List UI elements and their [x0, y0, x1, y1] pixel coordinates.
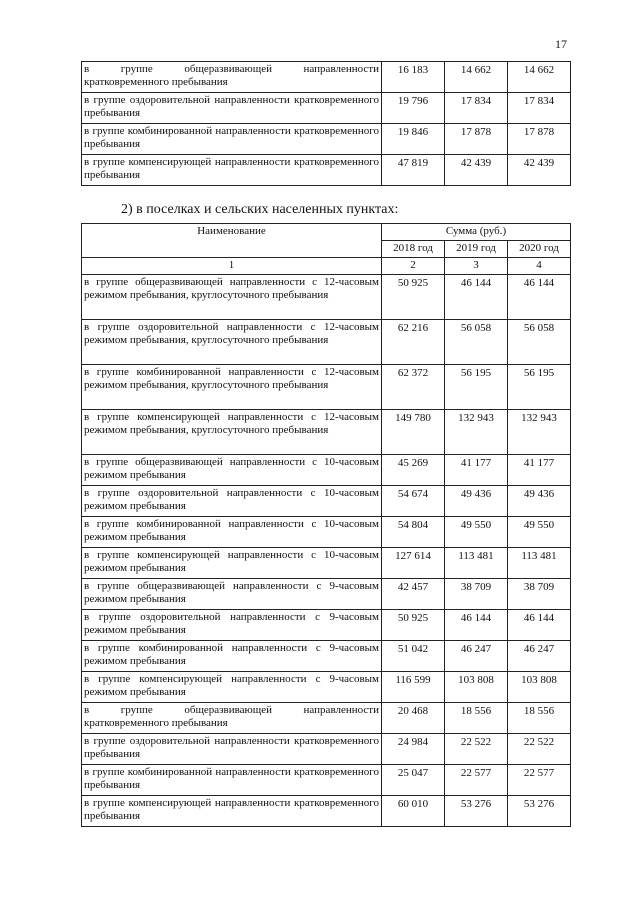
row-value-2018: 116 599	[382, 672, 445, 703]
table-row	[82, 517, 571, 548]
table-row	[82, 93, 571, 124]
header-name: Наименование	[82, 224, 382, 258]
row-value-2018: 50 925	[382, 610, 445, 641]
rates-table-continued	[81, 61, 571, 186]
table-row	[82, 796, 571, 827]
row-value-2018: 45 269	[382, 455, 445, 486]
row-value-2019: 46 144	[445, 610, 508, 641]
table-row	[82, 548, 571, 579]
row-value-2019: 22 522	[445, 734, 508, 765]
row-value-2020: 46 144	[508, 610, 571, 641]
table-row	[82, 641, 571, 672]
row-value-2018: 19 846	[382, 124, 445, 155]
row-name: в группе компенсирующей направленности с 10-часовым режимом пребывания	[82, 548, 382, 579]
header-year-2018: 2018 год	[382, 241, 445, 258]
row-value-2020: 14 662	[508, 62, 571, 93]
row-value-2020: 22 577	[508, 765, 571, 796]
row-value-2020: 49 436	[508, 486, 571, 517]
row-name: в группе общеразвивающей направленности кратковременного пребывания	[82, 62, 382, 93]
row-name: в группе общеразвивающей направленности с 10-часовым режимом пребывания	[82, 455, 382, 486]
table-row	[82, 579, 571, 610]
table-header	[82, 224, 571, 275]
row-name: в группе оздоровительной направленности кратковременного пребывания	[82, 93, 382, 124]
row-value-2019: 103 808	[445, 672, 508, 703]
header-year-2019: 2019 год	[445, 241, 508, 258]
row-value-2019: 46 247	[445, 641, 508, 672]
row-value-2020: 41 177	[508, 455, 571, 486]
row-value-2018: 20 468	[382, 703, 445, 734]
row-value-2019: 38 709	[445, 579, 508, 610]
row-value-2019: 17 834	[445, 93, 508, 124]
row-value-2020: 103 808	[508, 672, 571, 703]
header-year-2020: 2020 год	[508, 241, 571, 258]
row-value-2020: 42 439	[508, 155, 571, 186]
row-value-2019: 132 943	[445, 410, 508, 455]
row-value-2020: 46 247	[508, 641, 571, 672]
row-value-2019: 18 556	[445, 703, 508, 734]
row-value-2018: 127 614	[382, 548, 445, 579]
column-number-1: 1	[82, 258, 382, 275]
row-value-2020: 49 550	[508, 517, 571, 548]
row-value-2018: 62 216	[382, 320, 445, 365]
table-row	[82, 365, 571, 410]
header-sum: Сумма (руб.)	[382, 224, 571, 241]
row-name: в группе компенсирующей направленности с 9-часовым режимом пребывания	[82, 672, 382, 703]
table-row	[82, 610, 571, 641]
table-row	[82, 62, 571, 93]
row-value-2020: 53 276	[508, 796, 571, 827]
page-number: 17	[555, 37, 567, 51]
row-name: в группе комбинированной направленности с 12-часовым режимом пребывания, круглосуточного пребывания	[82, 365, 382, 410]
row-value-2018: 19 796	[382, 93, 445, 124]
row-value-2019: 22 577	[445, 765, 508, 796]
table-row	[82, 455, 571, 486]
row-value-2019: 56 058	[445, 320, 508, 365]
row-value-2019: 113 481	[445, 548, 508, 579]
table-row	[82, 275, 571, 320]
row-value-2019: 14 662	[445, 62, 508, 93]
table-row	[82, 410, 571, 455]
rates-table-continued-body	[82, 62, 571, 186]
row-name: в группе компенсирующей направленности кратковременного пребывания	[82, 796, 382, 827]
row-name: в группе общеразвивающей направленности с 9-часовым режимом пребывания	[82, 579, 382, 610]
row-value-2018: 25 047	[382, 765, 445, 796]
row-name: в группе комбинированной направленности кратковременного пребывания	[82, 765, 382, 796]
row-name: в группе оздоровительной направленности с 9-часовым режимом пребывания	[82, 610, 382, 641]
row-value-2018: 47 819	[382, 155, 445, 186]
row-value-2020: 17 834	[508, 93, 571, 124]
row-value-2020: 132 943	[508, 410, 571, 455]
table-row	[82, 703, 571, 734]
row-name: в группе компенсирующей направленности кратковременного пребывания	[82, 155, 382, 186]
table-row	[82, 672, 571, 703]
column-number-4: 4	[508, 258, 571, 275]
table-row	[82, 124, 571, 155]
row-name: в группе оздоровительной направленности с 12-часовым режимом пребывания, круглосуточного пребывания	[82, 320, 382, 365]
row-name: в группе общеразвивающей направленности с 12-часовым режимом пребывания, круглосуточного пребывания	[82, 275, 382, 320]
row-value-2020: 17 878	[508, 124, 571, 155]
section-heading: 2) в поселках и сельских населенных пунктах:	[121, 202, 399, 217]
row-value-2018: 42 457	[382, 579, 445, 610]
table-row	[82, 155, 571, 186]
row-value-2020: 113 481	[508, 548, 571, 579]
row-value-2018: 50 925	[382, 275, 445, 320]
rates-table-rural-body	[82, 275, 571, 827]
table-row	[82, 486, 571, 517]
row-value-2020: 38 709	[508, 579, 571, 610]
row-name: в группе оздоровительной направленности кратковременного пребывания	[82, 734, 382, 765]
row-value-2020: 56 058	[508, 320, 571, 365]
row-name: в группе комбинированной направленности с 9-часовым режимом пребывания	[82, 641, 382, 672]
row-name: в группе комбинированной направленности с 10-часовым режимом пребывания	[82, 517, 382, 548]
row-value-2019: 49 436	[445, 486, 508, 517]
row-value-2019: 41 177	[445, 455, 508, 486]
row-value-2019: 53 276	[445, 796, 508, 827]
row-value-2020: 46 144	[508, 275, 571, 320]
row-value-2019: 49 550	[445, 517, 508, 548]
table-row	[82, 320, 571, 365]
row-value-2018: 51 042	[382, 641, 445, 672]
row-name: в группе оздоровительной направленности с 10-часовым режимом пребывания	[82, 486, 382, 517]
row-value-2019: 42 439	[445, 155, 508, 186]
row-value-2018: 62 372	[382, 365, 445, 410]
row-name: в группе комбинированной направленности кратковременного пребывания	[82, 124, 382, 155]
table-row	[82, 765, 571, 796]
row-value-2018: 60 010	[382, 796, 445, 827]
row-value-2019: 46 144	[445, 275, 508, 320]
row-name: в группе компенсирующей направленности с 12-часовым режимом пребывания, круглосуточного пребывания	[82, 410, 382, 455]
row-value-2018: 149 780	[382, 410, 445, 455]
row-name: в группе общеразвивающей направленности кратковременного пребывания	[82, 703, 382, 734]
row-value-2020: 56 195	[508, 365, 571, 410]
column-number-3: 3	[445, 258, 508, 275]
rates-table-rural	[81, 223, 571, 827]
row-value-2020: 22 522	[508, 734, 571, 765]
column-number-2: 2	[382, 258, 445, 275]
table-row	[82, 734, 571, 765]
row-value-2019: 17 878	[445, 124, 508, 155]
row-value-2020: 18 556	[508, 703, 571, 734]
row-value-2019: 56 195	[445, 365, 508, 410]
row-value-2018: 54 674	[382, 486, 445, 517]
row-value-2018: 24 984	[382, 734, 445, 765]
row-value-2018: 16 183	[382, 62, 445, 93]
row-value-2018: 54 804	[382, 517, 445, 548]
